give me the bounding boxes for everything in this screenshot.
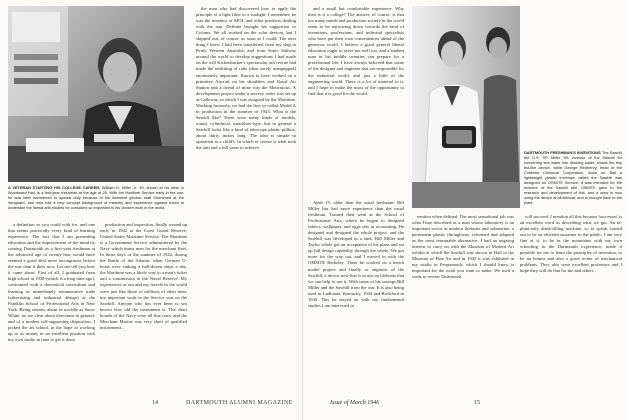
left-photo-caption-lead: A VETERAN STARTING HIS COLLEGE CAREER,	[8, 185, 101, 190]
center-column-2-text: April 15, older than the usual freshman. Bill Miller has had more experience than the usual freshman. Trained then went at the School of Professional Arts, where he began to designed fabrics, wallpaper, and eggs sets in accounting. He designed and designed the whole project, and the Sawhill was developed in a tank. Bill Miller and Taylor whole got an acceptance of his plans and set up full design capability through the whole. We got more for the way out, and I moved in with the OMSITE Berkeley. There he worked on a bench model project and finally as engineer of the Sawhill, a device now that is in use on lifeboats that we can help to use it. With some of his savings Bill Miller and the Sawhill from the war. It is also being used in Ludhiana, Kentucky, 1944 and Rockford in 1945. This he stayed on with my fundamental studies I am interested in.	[308, 200, 404, 308]
right-page-number: 15	[474, 400, 480, 406]
photo-inventor-with-device-art	[412, 6, 520, 208]
left-running-title: DARTMOUTH ALUMNI MAGAZINE	[186, 400, 293, 406]
left-photo-caption-text: William H. Miller Jr. '49, shown at his desk in Woodward Hall, is a first-year freshman at the age of 25. With the Maritime Service early in the war, he was later transferred to special duty because of his inventive genius, staff Shortened at the Vanguard, and now has a new concept background of maturity and experience against which to undertake the liberal arts studies he considers so important to his chosen work in the world.	[8, 185, 184, 210]
photo-student-at-desk-art	[8, 6, 184, 182]
photo-inventor-with-device	[412, 6, 520, 208]
center-column-1	[196, 6, 296, 394]
right-page-column-3-text: will succeed. I mention all this because 'successes' is an excellent word as describing what we got. An in-plant-only drink-filling machine, so to speak, turned out to be an efficient sustainer to the public. I am very fine at it, to be in the mountains with my own schooling in the Dartmouth experience, made it possible for me to learn the principles of invention, to be an honest and also a good writer of mechanical problems. They also were excellent professors and I hope they will do that for me and others.	[520, 214, 622, 274]
page-gutter	[302, 0, 303, 420]
left-photo-caption	[8, 185, 184, 221]
right-page-column-3	[520, 214, 622, 394]
right-page-column-2	[412, 214, 514, 394]
right-photo-caption-lead: DARTMOUTH FRESHMAN'S INVENTIONS	[524, 150, 601, 155]
left-page-column-2	[100, 222, 187, 394]
center-column-2	[308, 200, 404, 394]
right-photo-caption-text: The Sawhill the U.S. SP. Miller '49, inventor of the Sawhill for converting sea water into drinking water, shows the tiny fist-like device, while George Redhenry, head of the Collector Chemical Corporation, looks on. Ball a lightweight plastic envelope called the Sawhill was designed for OSMITE Service. It was intended for the inventor of the Sawhill still. OSMITE gave to the research and development of this, and a crew is now using the device at all lifeboat, and is brought back to the plant.	[524, 150, 622, 205]
left-page-column-2-text: production and inspection, finally wound up early in 1942 at the Coast Guard Reserve, United States Maritime Service. The Maritime is a Government Service administered by the Navy which trains men for the merchant fleet. In those days of the summer of 1942, during the Battle of the Atlantic when German U-boats were sinking a half-dozen ships a day, the Maritime was a likely way to a man's ticket and a commission in the Naval Reserve. My experiences at sea and my travels in the world were just like those of millions of other men; my important work in the Service was on the Sawhill. Anyone who has ever been to sea knows how old the instrument is. The chart boards of the Navy were all fine ones; and the Merchant Marine was very short of qualified instruments...	[100, 222, 187, 330]
right-page-column-2-text: vention when defined. The most sensational job was what Time described as a man whose laboratory is an important sector in modern lifeboats and submarine, a permanent plastic throughway, reformed and adopted as the most reasonable alternative. I had an ongoing interest to carry on with the Museum of Modern Art exhibit at which the Sawhill was shown in Hull to the Museum of Fine Art and in 1945 it was exhibited in my studio in Pequannock, which I should know is important for the work you want to make. We used a week to review Dartmouth.	[412, 214, 514, 280]
center-column-1-text: the man who had discovered how to apply the principle of a light filter to a sunlight. I remember, he was the inventor of MOL and other products dealing with the sun. Definite brought his suggestion to Coloms. We all worked on the solar devices, but I skipped out, of course, as soon as I could. The next thing I knew I had been transferred from my ship in Perth, Western Australia, and from Sonic Subway around the world to develop suggestions I had made on the will Kickenbacker's spectacular raft rescue had made the outfitting of rafts (then sorely unequipped) enormously important. Known to have worked on a primitive Aircraft on his shoulders and Naval Air Station and a friend of mine was the Meticulous. A development project under a secrecy order was set up at Calloway, in which I was assigned by the Maritime. Working furiously, we had the first so-called Model A in production in the summer of 1943. What is the Sawtill like? There were many kinds of models, round, cylindrical, matchbox-type, but in general a Sawhill looks like a kind of telescope plastic pillbox, about thirty inches long. The idea is simple in operation to a child's. In which of course is what took the aim and a full years to achieve.	[196, 6, 296, 151]
right-photo-caption	[524, 150, 622, 212]
left-page-number: 14	[152, 400, 158, 406]
photo-student-at-desk	[8, 6, 184, 182]
left-page-column-1	[8, 222, 95, 394]
left-page-column-1-text: a definition so you could with ice, and one that seems practically every kind of learning experience. The fact that I am presenting education and the improvement of the mind by coming Dartmouth as a first-year freshman at the advanced age of twenty-four would have seemed a good deal more incongruous before the war than it does now. Let me tell you how it came about. First of all, I graduated from high school in 1938 (which is a long time ago), confronted with a theoretical curriculum and learning as immediately remunerative trade (advertising and industrial design) at the Franklin School of Professional Arts in New York. Being sixteen, about as worldly as Snow White, no too clear about directions in general, and of a modest self-supporting disposition, I picked the art school, in the hope of working up to as money in an excellent position with my own studio in time to get it done.	[8, 222, 95, 342]
right-page-column-top-text: and a small but comfortable experience. Why then is it a college? The answer, of course, is that too many minds and production society in the world seem to be narrowing down towards the kind of inventions, professions, and technical specialists who have put their own conveniences ahead of the generous world. I believe a good general liberal education ought to serve me well too, and a student man in his middle twenties can prepare for a professional life. I have always believed that some of the designer and engineer that are responsible for the industrial world, and just a little of the engineering world. There is a lot of material to it, and I hope to make the most of the opportunity to find that it is good for the world.	[308, 6, 404, 96]
right-issue-line: Issue of March 1946	[330, 400, 380, 406]
right-page-column-top	[308, 6, 404, 196]
